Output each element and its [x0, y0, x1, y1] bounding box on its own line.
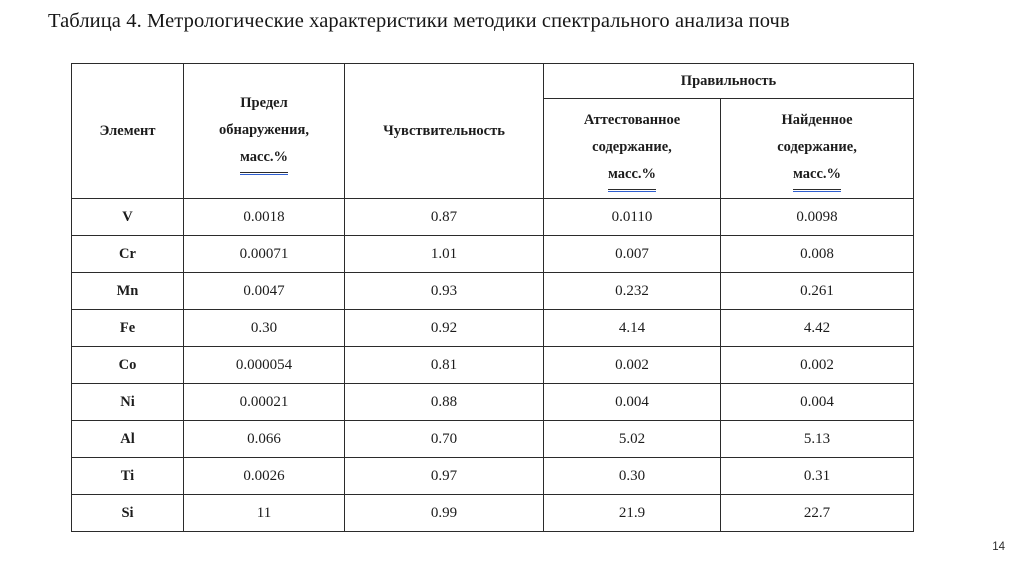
cell-found-content: 5.13: [721, 421, 914, 458]
table-row: [72, 458, 914, 495]
cell-element: Cr: [72, 236, 184, 273]
certified-content-line-3: [544, 161, 720, 190]
table-row: [72, 384, 914, 421]
cell-element: Mn: [72, 273, 184, 310]
cell-certified-content: 5.02: [544, 421, 721, 458]
column-header-sensitivity: Чувствительность: [345, 64, 544, 199]
mass-percent-label: масс.%: [793, 161, 841, 190]
cell-detection-limit: 0.0047: [184, 273, 345, 310]
cell-found-content: 0.004: [721, 384, 914, 421]
cell-found-content: 0.0098: [721, 199, 914, 236]
found-content-line-3: [721, 161, 913, 190]
cell-found-content: 0.002: [721, 347, 914, 384]
cell-detection-limit: 0.0026: [184, 458, 345, 495]
cell-detection-limit: 0.00021: [184, 384, 345, 421]
column-header-element: Элемент: [72, 64, 184, 199]
column-header-detection-limit: [184, 64, 345, 199]
certified-content-line-2: содержание,: [592, 139, 672, 155]
cell-found-content: 4.42: [721, 310, 914, 347]
cell-certified-content: 4.14: [544, 310, 721, 347]
cell-certified-content: 0.002: [544, 347, 721, 384]
cell-detection-limit: 0.00071: [184, 236, 345, 273]
cell-found-content: 22.7: [721, 495, 914, 532]
column-header-found-content: [721, 99, 914, 199]
detection-limit-line-2: обнаружения,: [219, 121, 309, 138]
cell-certified-content: 0.232: [544, 273, 721, 310]
cell-certified-content: 0.0110: [544, 199, 721, 236]
cell-certified-content: 21.9: [544, 495, 721, 532]
cell-detection-limit: 0.30: [184, 310, 345, 347]
cell-sensitivity: 0.88: [345, 384, 544, 421]
table-body: [72, 199, 914, 532]
detection-limit-line-1: Предел: [240, 94, 288, 111]
table-row: [72, 495, 914, 532]
cell-sensitivity: 0.70: [345, 421, 544, 458]
column-header-accuracy-group: Правильность: [544, 64, 914, 99]
table-header: [72, 64, 914, 199]
table-row: [72, 199, 914, 236]
cell-element: Ti: [72, 458, 184, 495]
cell-element: V: [72, 199, 184, 236]
cell-element: Si: [72, 495, 184, 532]
cell-detection-limit: 0.066: [184, 421, 345, 458]
cell-sensitivity: 1.01: [345, 236, 544, 273]
table-row: [72, 310, 914, 347]
cell-sensitivity: 0.99: [345, 495, 544, 532]
cell-element: Co: [72, 347, 184, 384]
cell-certified-content: 0.007: [544, 236, 721, 273]
cell-found-content: 0.31: [721, 458, 914, 495]
table-row: [72, 236, 914, 273]
mass-percent-label: масс.%: [608, 161, 656, 190]
cell-element: Fe: [72, 310, 184, 347]
cell-sensitivity: 0.93: [345, 273, 544, 310]
cell-certified-content: 0.004: [544, 384, 721, 421]
cell-sensitivity: 0.97: [345, 458, 544, 495]
cell-detection-limit: 0.0018: [184, 199, 345, 236]
cell-found-content: 0.261: [721, 273, 914, 310]
page-title: Таблица 4. Метрологические характеристики методики спектрального анализа почв: [48, 10, 790, 32]
metrology-characteristics-table: [71, 63, 914, 532]
page-number: 14: [992, 541, 1005, 553]
found-content-line-2: содержание,: [777, 139, 857, 155]
cell-certified-content: 0.30: [544, 458, 721, 495]
cell-detection-limit: 11: [184, 495, 345, 532]
table-header-row-primary: [72, 64, 914, 99]
cell-sensitivity: 0.92: [345, 310, 544, 347]
cell-sensitivity: 0.81: [345, 347, 544, 384]
cell-found-content: 0.008: [721, 236, 914, 273]
detection-limit-line-3: [184, 144, 344, 173]
cell-sensitivity: 0.87: [345, 199, 544, 236]
mass-percent-label: масс.%: [240, 144, 288, 173]
cell-detection-limit: 0.000054: [184, 347, 345, 384]
column-header-certified-content: [544, 99, 721, 199]
cell-element: Al: [72, 421, 184, 458]
table-row: [72, 347, 914, 384]
certified-content-line-1: Аттестованное: [583, 112, 681, 128]
table-row: [72, 421, 914, 458]
found-content-line-1: Найденное: [781, 112, 853, 128]
cell-element: Ni: [72, 384, 184, 421]
table-row: [72, 273, 914, 310]
